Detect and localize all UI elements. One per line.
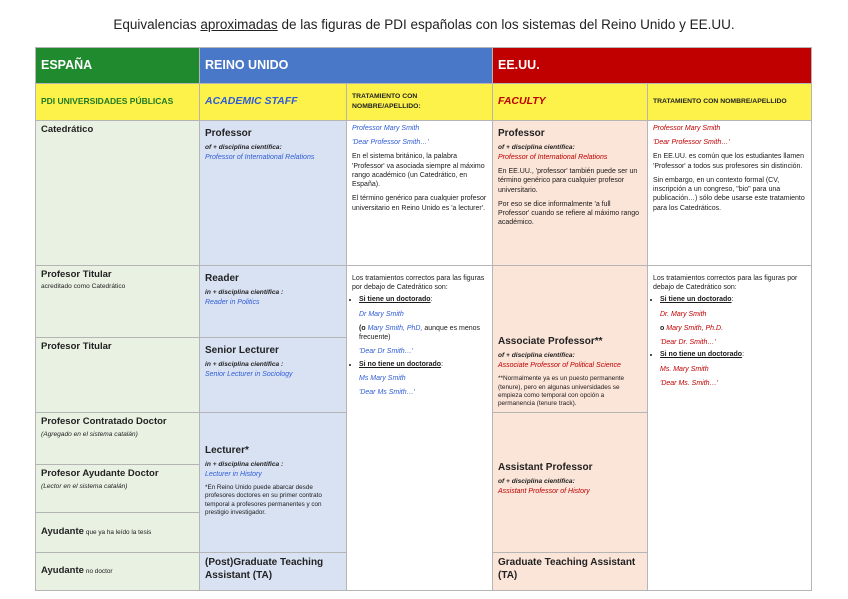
us-professor-note-1: En EE.UU., 'professor' también puede ser un término genérico para cualquier profesor universitario.: [498, 168, 638, 194]
uk-lecturer-discipline: in + disciplina científica :: [205, 461, 284, 469]
uk-reader-title: Reader: [205, 273, 239, 284]
us-phd-alt: Mary Smith, Ph.D.: [666, 324, 724, 332]
us-associate-discipline: of + disciplina científica:: [498, 352, 575, 360]
uk-reader-example: Reader in Politics: [205, 298, 260, 306]
us-nophd-label: Si no tiene un doctorado: [660, 351, 743, 359]
uk-treatment-name: Professor Mary Smith: [352, 125, 420, 132]
rank-catedratico: Catedrático: [41, 124, 94, 135]
cell-uk-lecturer: [200, 412, 347, 552]
subheader-uk-treatment-label: TRATAMIENTO CON NOMBRE/APELLIDO:: [352, 93, 421, 110]
uk-phd-or: (o: [359, 324, 368, 332]
cell-ayudante-doctor: [36, 464, 200, 512]
us-nophd-example: Ms. Mary Smith: [660, 365, 709, 373]
us-nophd-salutation: 'Dear Ms. Smith…': [660, 379, 718, 387]
us-professor-note-2: Por eso se dice informalmente 'a full Professor' cuando se refiere al máximo rango académico.: [498, 200, 640, 227]
header-spain: ESPAÑA: [36, 48, 200, 84]
subheader-us-treatment: [648, 84, 812, 121]
uk-phd-label: Si tiene un doctorado: [359, 296, 431, 304]
cell-uk-senior-lecturer: [200, 338, 347, 413]
rank-ayudante-doctor: Profesor Ayudante Doctor: [41, 467, 159, 479]
rank-ayudante-nodoctor-note: no doctor: [85, 568, 113, 576]
cell-us-associate: [493, 266, 648, 413]
country-header-row: [36, 48, 812, 84]
uk-phd-salutation: 'Dear Dr Smith…': [359, 348, 414, 356]
uk-professor-discipline: of + disciplina científica:: [205, 144, 282, 152]
uk-treatment-note-1: En el sistema británico, la palabra 'Professor' va asociada siempre al máximo rango académico (un Catedrático, en España).: [352, 153, 485, 189]
subheader-row: [36, 84, 812, 121]
cell-uk-professor-treatment: [347, 121, 493, 266]
rank-titular-acreditado: Profesor Titular: [41, 269, 112, 280]
subheader-uk-staff: [200, 84, 347, 121]
cell-ayudante-tesis: [36, 512, 200, 552]
us-associate-note: **Normalmente ya es un puesto permanente (tenure), pero en algunas universidades se empieza como temporal con opción a permanencia (tenure track).: [498, 375, 625, 408]
us-lower-intro: Los tratamientos correctos para las figuras por debajo de Catedrático son:: [653, 275, 798, 292]
cell-ayudante-nodoctor: [36, 552, 200, 590]
us-treatment-salutation: 'Dear Professor Smith…': [653, 139, 730, 147]
rank-ayudante-tesis: Ayudante: [41, 526, 84, 538]
subheader-us-faculty: [493, 84, 648, 121]
cell-titular: [36, 338, 200, 413]
us-phd-salutation: 'Dear Dr. Smith…': [660, 339, 716, 347]
title-part-2: de las figuras de PDI españolas con los sistemas del Reino Unido y EE.UU.: [277, 17, 735, 32]
cell-catedratico: [36, 121, 200, 266]
us-phd-example-1: Dr. Mary Smith: [660, 310, 707, 318]
rank-ayudante-doctor-note: (Lector en el sistema catalán): [41, 483, 128, 491]
cell-us-assistant: [493, 412, 648, 552]
uk-nophd-example: Ms Mary Smith: [359, 374, 406, 382]
subheader-faculty: FACULTY: [498, 95, 546, 108]
cell-us-lower-treatment: [648, 266, 812, 591]
uk-treatment-salutation: 'Dear Professor Smith…': [352, 139, 429, 147]
cell-uk-lower-treatment: [347, 266, 493, 591]
cell-us-professor: [493, 121, 648, 266]
us-professor-title: Professor: [498, 128, 545, 139]
uk-phd-example-1: Dr Mary Smith: [359, 310, 404, 318]
rank-contratado: Profesor Contratado Doctor: [41, 415, 167, 427]
us-treatment-note-2: Sin embargo, en un contexto formal (CV, inscripción a un congreso, "bio" para una publicación…) sólo debe usarse este tratamiento para los Catedráticos.: [653, 176, 805, 212]
us-phd-or: o: [660, 324, 667, 332]
us-professor-example: Professor of International Relations: [498, 153, 608, 161]
uk-phd-alt-note: aunque es menos frecuente): [359, 324, 481, 342]
cell-uk-reader: [200, 266, 347, 338]
rank-ayudante-tesis-note: que ya ha leído la tesis: [85, 529, 152, 537]
header-us: EE.UU.: [493, 48, 812, 84]
cell-titular-acreditado: [36, 266, 200, 338]
title-part-1: Equivalencias: [113, 17, 201, 32]
rank-contratado-note: (Agregado en el sistema catalán): [41, 431, 138, 439]
uk-phd-example-2: [359, 324, 487, 342]
us-lower-nophd: • Si no tiene un doctorado: Ms. Mary Smith 'Dear Ms. Smith…': [660, 350, 806, 388]
uk-lecturer-example: Lecturer in History: [205, 470, 262, 478]
us-lower-phd: • Si tiene un doctorado: Dr. Mary Smith o Mary Smith, Ph.D. 'Dear Dr. Smith…': [660, 295, 806, 347]
rank-titular-acreditado-note: acreditado como Catedrático: [41, 282, 126, 290]
row-titular-acreditado: [36, 266, 812, 338]
rank-titular: Profesor Titular: [41, 341, 112, 353]
cell-us-gta: [493, 552, 648, 590]
uk-senior-discipline: in + disciplina científica :: [205, 361, 284, 369]
us-assistant-discipline: of + disciplina científica:: [498, 478, 575, 486]
subheader-uk-treatment: [347, 84, 493, 121]
us-associate-title: Associate Professor**: [498, 336, 603, 347]
cell-us-professor-treatment: [648, 121, 812, 266]
subheader-pdi: [36, 84, 200, 121]
uk-lower-list: [352, 295, 487, 397]
document-title: [0, 17, 848, 32]
uk-ta-title: (Post)Graduate Teaching Assistant (TA): [205, 556, 324, 582]
uk-senior-example: Senior Lecturer in Sociology: [205, 371, 293, 379]
uk-lower-intro: Los tratamientos correctos para las figuras por debajo de Catedrático son:: [352, 275, 485, 292]
uk-lower-phd: • Si tiene un doctorado: Dr Mary Smith (o Mary Smith, PhD, aunque es menos frecuente) 'Dear Dr Smith…': [359, 295, 487, 356]
uk-professor-title: Professor: [205, 128, 252, 139]
us-treatment-note-1: En EE.UU. es común que los estudiantes llamen 'Professor' a todos sus profesores sin distinción.: [653, 153, 804, 170]
uk-reader-discipline: in + disciplina científica :: [205, 289, 284, 297]
uk-nophd-label: Si no tiene un doctorado: [359, 360, 442, 368]
cell-contratado: [36, 412, 200, 464]
header-uk: REINO UNIDO: [200, 48, 493, 84]
us-assistant-title: Assistant Professor: [498, 461, 593, 473]
us-lower-list: [653, 295, 806, 388]
subheader-us-treatment-label: TRATAMIENTO CON NOMBRE/APELLIDO: [653, 98, 787, 106]
us-professor-discipline: of + disciplina científica:: [498, 144, 575, 152]
us-gta-title: Graduate Teaching Assistant (TA): [498, 556, 636, 582]
subheader-academic-staff: ACADEMIC STAFF: [205, 95, 298, 108]
us-associate-example: Associate Professor of Political Science: [498, 361, 621, 369]
cell-uk-professor: [200, 121, 347, 266]
uk-professor-example: Professor of International Relations: [205, 153, 315, 161]
title-underlined-word: aproximadas: [200, 17, 278, 32]
cell-uk-ta: [200, 552, 347, 590]
subheader-pdi-label: PDI UNIVERSIDADES PÚBLICAS: [41, 96, 174, 107]
uk-lecturer-note: *En Reino Unido puede abarcar desde profesores doctores en su primer contrato temporal a profesores permanentes y con prestigio investigador.: [205, 484, 322, 516]
rank-ayudante-nodoctor: Ayudante: [41, 565, 84, 577]
us-phd-example-2: [660, 324, 806, 333]
uk-lower-nophd: • Si no tiene un doctorado: Ms Mary Smith 'Dear Ms Smith…': [359, 360, 487, 398]
uk-phd-alt: Mary Smith, PhD,: [367, 324, 423, 332]
us-assistant-example: Assistant Professor of History: [498, 487, 590, 495]
us-treatment-name: Professor Mary Smith: [653, 125, 721, 132]
uk-senior-title: Senior Lecturer: [205, 345, 279, 357]
uk-treatment-note-2: El término genérico para cualquier profesor universitario en Reino Unido es 'a lecturer'.: [352, 195, 487, 212]
row-catedratico: [36, 121, 812, 266]
uk-nophd-salutation: 'Dear Ms Smith…': [359, 389, 415, 397]
uk-lecturer-title: Lecturer*: [205, 444, 249, 456]
equivalence-table: [35, 47, 812, 591]
us-phd-label: Si tiene un doctorado: [660, 296, 732, 304]
